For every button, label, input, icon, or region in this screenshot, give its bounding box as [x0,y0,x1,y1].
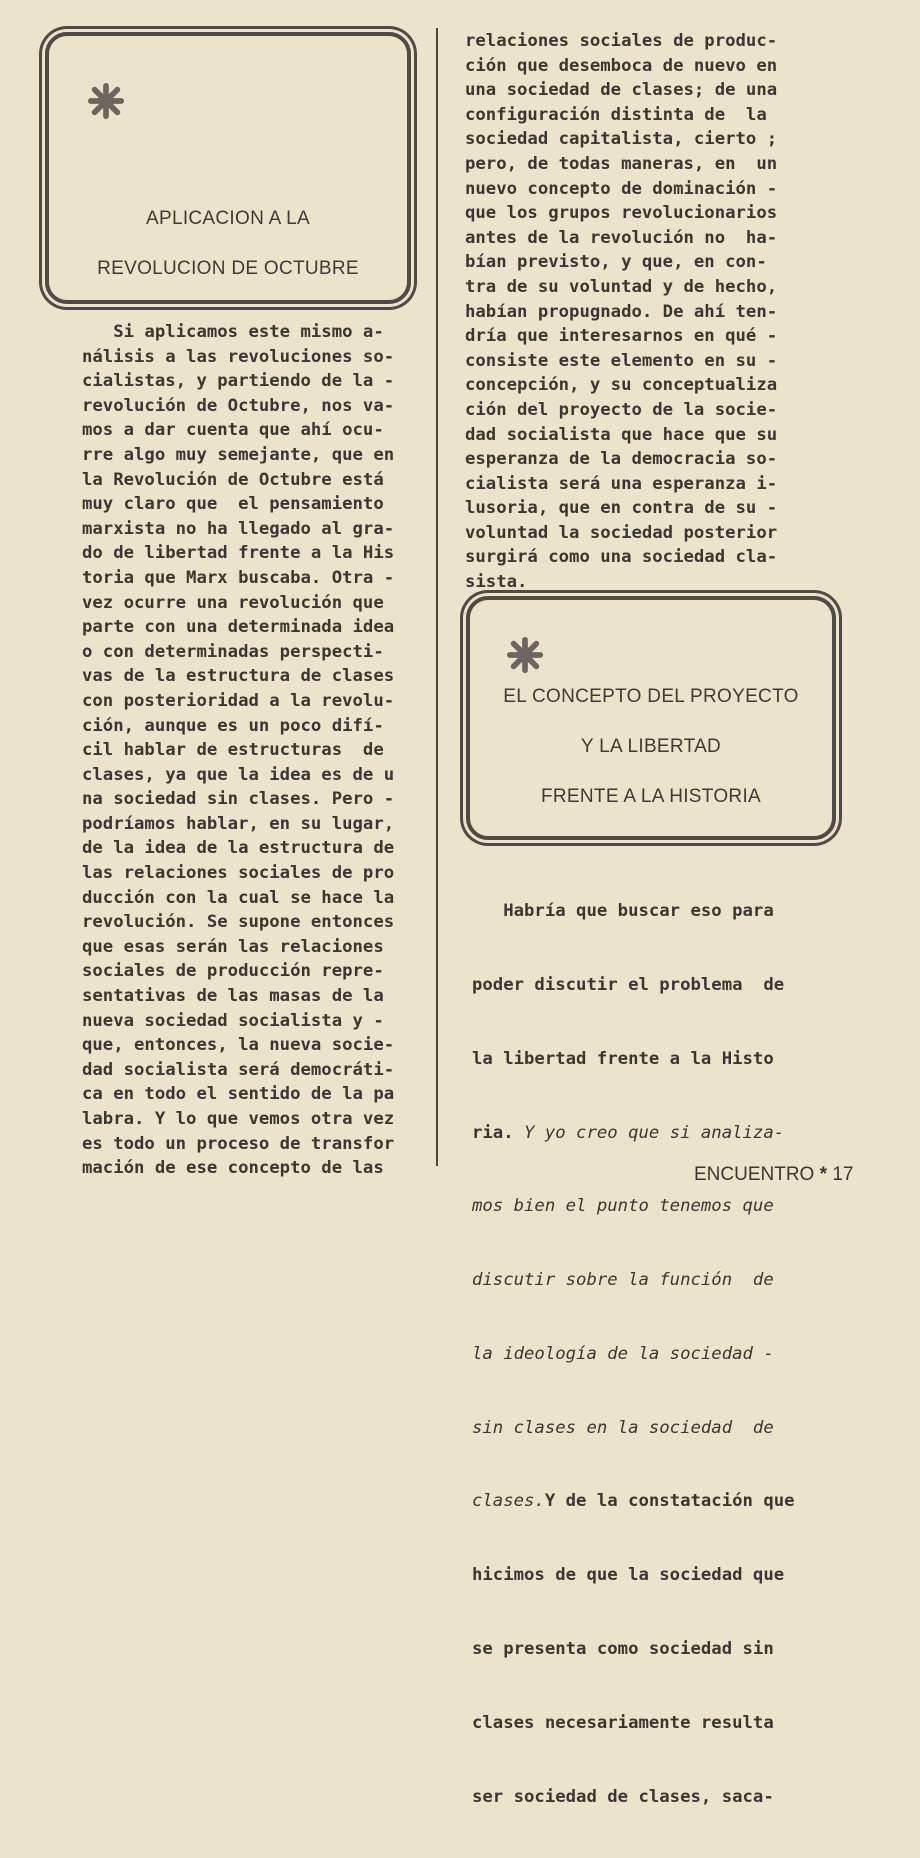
text-line: tra de su voluntad y de hecho, [465,276,778,297]
text-italic: Y yo creo que si analiza- [524,1122,785,1143]
text-line: dría que interesarnos en qué - [465,326,778,347]
text-line: nuevo concepto de dominación - [465,178,778,199]
section-heading-box-right [466,596,836,840]
left-column-text [82,320,394,1181]
text-line: bían previsto, y que, en con- [465,252,767,273]
text-line: clases, ya que la idea es de u [82,764,395,785]
text-line: esperanza de la democracia so- [465,449,778,470]
text-line: lusoria, que en contra de su - [465,498,778,519]
text-line: vez ocurre una revolución que [82,592,384,613]
text-line: voluntad la sociedad posterior [465,522,778,543]
section-heading-line-3: FRENTE A LA HISTORIA [541,786,761,807]
text-line: poder discutir el problema de [472,974,785,995]
text-line: de la idea de la estructura de [82,838,395,859]
text-line: do de libertad frente a la His [82,543,395,564]
text-line: mación de ese concepto de las [82,1158,384,1179]
text-line: nálisis a las revoluciones so- [82,346,395,367]
text-line: sociales de producción repre- [82,961,384,982]
text-line: cialistas, y partiendo de la - [82,371,395,392]
asterisk-icon [87,82,125,120]
text-line: se presenta como sociedad sin [472,1639,774,1659]
text-line: concepción, y su conceptualiza [465,375,778,396]
text-line-italic: discutir sobre la función de [472,1270,774,1291]
page-number: 17 [832,1164,854,1185]
text-line: pero, de todas maneras, en un [465,153,778,174]
text-line: cil hablar de estructuras de [82,740,384,761]
column-divider [436,28,438,1166]
right-column-bottom-text [472,850,795,1858]
right-column-top-text [465,29,777,595]
text-line: cialista será una esperanza i- [465,473,778,494]
text-line: Habría que buscar eso para [472,901,774,922]
text-line: con posterioridad a la revolu- [82,690,395,711]
text-line: es todo un proceso de transfor [82,1133,395,1154]
text-line: na sociedad sin clases. Pero - [82,789,395,810]
magazine-name: ENCUENTRO [694,1164,815,1185]
text-line: Si aplicamos este mismo a- [82,322,384,342]
text-line: sista. [465,572,528,593]
text-line [472,1489,795,1514]
text-line: toria que Marx buscaba. Otra - [82,567,395,588]
text-line: relaciones sociales de produc- [465,31,778,51]
text-line-italic: sin clases en la sociedad de [472,1417,774,1438]
text-line: la libertad frente a la Histo [472,1048,774,1069]
text-line: hicimos de que la sociedad que [472,1565,785,1586]
text-line: ción del proyecto de la socie- [465,399,778,420]
text-line: o con determinadas perspecti- [82,641,384,662]
text-line: la Revolución de Octubre está [82,469,384,490]
text-line: que los grupos revolucionarios [465,203,778,224]
text-line: ca en todo el sentido de la pa [82,1084,395,1105]
text-line: que, entonces, la nueva socie- [82,1035,395,1056]
text-line: revolución de Octubre, nos va- [82,395,395,416]
text-roman: ria. [472,1122,525,1143]
section-heading-line-1: EL CONCEPTO DEL PROYECTO [503,686,799,707]
asterisk-icon [506,636,544,674]
text-line: ducción con la cual se hace la [82,887,395,908]
text-line: habían propugnado. De ahí ten- [465,301,778,322]
text-line: podríamos hablar, en su lugar, [82,813,395,834]
text-line: parte con una determinada idea [82,617,395,638]
text-line: revolución. Se supone entonces [82,912,395,933]
text-line: sentativas de las masas de la [82,986,384,1007]
text-line: vas de la estructura de clases [82,666,395,687]
section-heading-line-1: APLICACION A LA [146,208,310,229]
text-line: dad socialista que hace que su [465,424,778,445]
text-line: que esas serán las relaciones [82,936,384,957]
section-heading-line-2: REVOLUCION DE OCTUBRE [97,258,359,279]
text-line: nueva sociedad socialista y - [82,1010,384,1031]
text-line: configuración distinta de la [465,104,767,125]
text-line [472,1121,795,1146]
text-line: ción, aunque es un poco difí- [82,715,384,736]
text-line-italic: mos bien el punto tenemos que [472,1196,774,1217]
text-italic: clases. [472,1491,545,1512]
text-line: clases necesariamente resulta [472,1712,774,1733]
text-line: dad socialista será democráti- [82,1059,395,1080]
text-line: rre algo muy semejante, que en [82,444,395,465]
text-line: mos a dar cuenta que ahí ocu- [82,420,384,441]
text-line: una sociedad de clases; de una [465,80,778,101]
text-line: muy claro que el pensamiento [82,494,384,515]
text-line: ser sociedad de clases, saca- [472,1786,774,1807]
page-footer [694,1164,853,1186]
text-line: sociedad capitalista, cierto ; [465,129,778,150]
asterisk-icon: * [819,1164,833,1185]
text-line: ción que desemboca de nuevo en [465,55,778,76]
text-line: labra. Y lo que vemos otra vez [82,1109,395,1129]
text-line: surgirá como una sociedad cla- [465,547,778,568]
text-line-italic: la ideología de la sociedad - [472,1343,774,1364]
text-line: antes de la revolución no ha- [465,227,778,248]
text-line: las relaciones sociales de pro [82,863,395,884]
text-roman: Y de la constatación que [544,1491,795,1512]
text-line: consiste este elemento en su - [465,350,778,371]
text-line: marxista no ha llegado al gra- [82,518,395,539]
section-heading-line-2: Y LA LIBERTAD [580,736,722,757]
section-heading-box-left [45,32,411,304]
